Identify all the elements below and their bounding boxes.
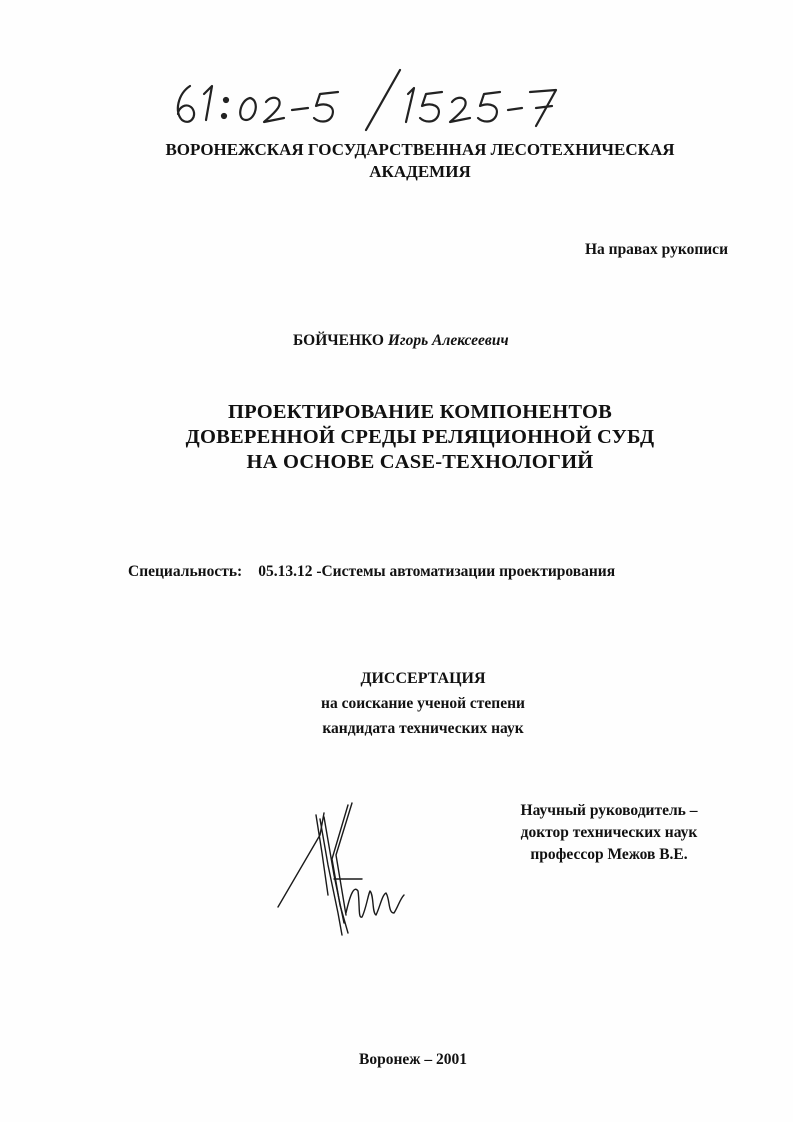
author [293,332,509,350]
institution-line-1: ВОРОНЕЖСКАЯ ГОСУДАРСТВЕННАЯ ЛЕСОТЕХНИЧЕСКАЯ [165,140,675,159]
handwritten-signature-icon [270,795,410,945]
title-line-2: ДОВЕРЕННОЙ СРЕДЫ РЕЛЯЦИОННОЙ СУБД [185,426,655,448]
supervisor [492,800,726,866]
dissertation-line-3: кандидата технических наук [322,720,524,737]
dissertation-heading: ДИССЕРТАЦИЯ [360,670,486,687]
title-line-1: ПРОЕКТИРОВАНИЕ КОМПОНЕНТОВ [228,401,612,423]
dissertation-degree [233,666,613,741]
institution-name [120,139,720,183]
specialty [128,563,615,581]
dissertation-title [100,400,740,475]
supervisor-line-1: Научный руководитель – [520,802,698,819]
dissertation-line-2: на соискание ученой степени [321,695,525,712]
supervisor-line-2: доктор технических наук [520,824,698,841]
specialty-name: -Системы автоматизации проектирования [316,563,616,580]
institution-line-2: АКАДЕМИЯ [369,162,471,181]
specialty-code: 05.13.12 [258,563,313,580]
supervisor-line-3: профессор Межов В.Е. [530,846,688,863]
title-line-3: НА ОСНОВЕ CASE-ТЕХНОЛОГИЙ [246,451,594,473]
specialty-label: Специальность: [128,563,243,580]
handwritten-archive-code-icon [168,64,568,134]
author-given-names: Игорь Алексеевич [387,332,509,349]
rights-note: На правах рукописи [584,241,728,258]
author-surname: БОЙЧЕНКО [293,332,384,349]
city-year: Воронеж – 2001 [358,1051,467,1068]
